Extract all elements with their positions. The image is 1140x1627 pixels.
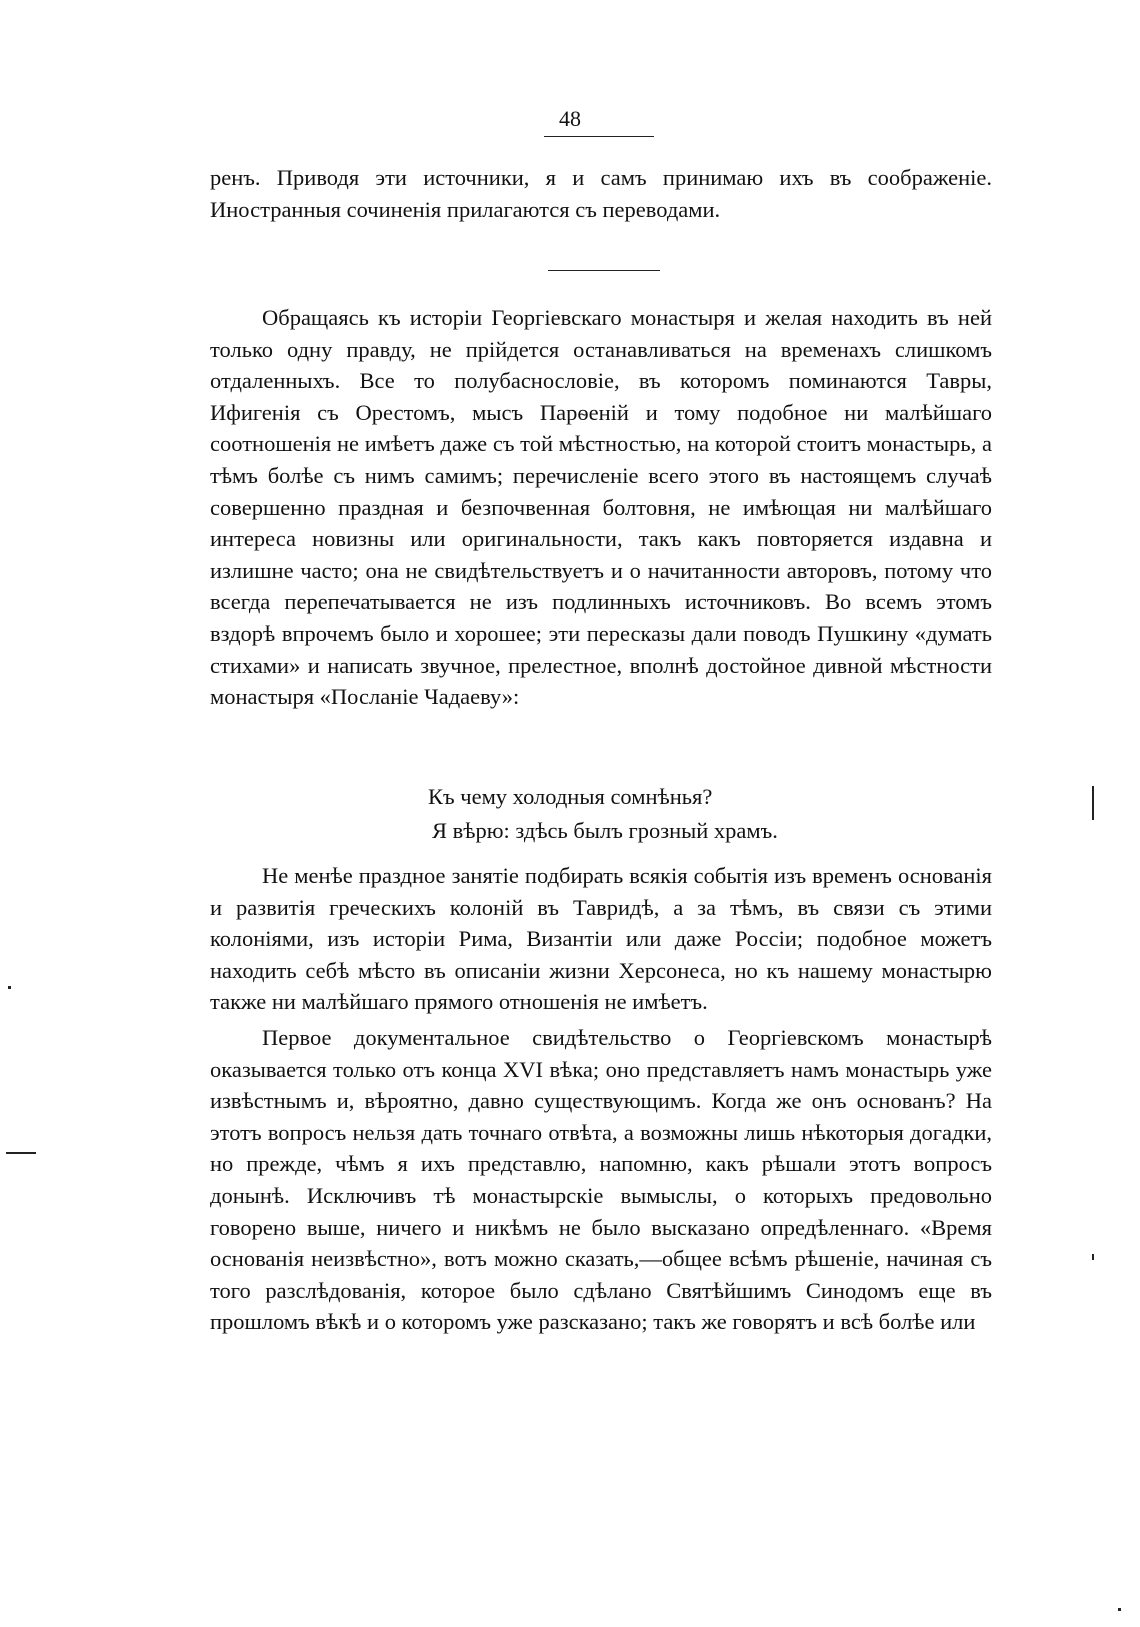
section-divider bbox=[548, 270, 660, 271]
main-text-first bbox=[210, 302, 992, 713]
verse-quote bbox=[0, 780, 1140, 848]
scan-mark bbox=[6, 1152, 36, 1154]
scan-mark bbox=[1118, 1608, 1121, 1611]
scan-mark bbox=[1092, 786, 1094, 820]
intro-text bbox=[210, 162, 992, 225]
intro-paragraph: ренъ. Приводя эти источники, я и самъ принимаю ихъ въ соображеніе. Иностранныя сочиненія прилагаются съ переводами. bbox=[210, 165, 992, 222]
page-number-rule bbox=[544, 136, 654, 137]
scan-mark bbox=[1092, 1254, 1094, 1260]
paragraph-1: Обращаясь къ исторіи Георгіевскаго монастыря и желая находить въ ней только одну правду, не прійдется останавливаться на временахъ слишкомъ отдаленныхъ. Все то полубаснословіе, въ которомъ поминаются Тавры, Ифигенія съ Орестомъ, мысъ Парѳеній и тому подобное ни малѣйшаго соотношенія не имѣетъ даже съ той мѣстностью, на которой стоитъ монастырь, а тѣмъ болѣе съ нимъ самимъ; перечисленіе всего этого въ настоящемъ случаѣ совершенно праздная и безпочвенная болтовня, не имѣющая ни малѣйшаго интереса новизны или оригинальности, такъ какъ повторяется издавна и излишне часто; она не свидѣтельствуетъ и о начитанности авторовъ, потому что всегда перепечатывается не изъ подлинныхъ источниковъ. Во всемъ этомъ вздорѣ впрочемъ было и хорошее; эти пересказы дали поводъ Пушкину «думать стихами» и написать звучное, прелестное, вполнѣ достойное дивной мѣстности монастыря «Посланіе Чадаеву»: bbox=[210, 305, 992, 710]
paragraph-2: Не менѣе праздное занятіе подбирать всякія событія изъ временъ основанія и развитія греческихъ колоній въ Тавридѣ, а за тѣмъ, въ связи съ этими колоніями, изъ исторіи Рима, Византіи или даже Россіи; подобное можетъ находить себѣ мѣсто въ описаніи жизни Херсонеса, но къ нашему монастырю также ни малѣйшаго прямого отношенія не имѣетъ. bbox=[210, 863, 992, 1015]
scan-mark bbox=[8, 986, 11, 989]
verse-line-2: Я вѣрю: здѣсь былъ грозный храмъ. bbox=[432, 818, 778, 843]
verse-line-1: Къ чему холодныя сомнѣнья? bbox=[428, 784, 713, 809]
main-text-second bbox=[210, 860, 992, 1338]
page-number: 48 bbox=[559, 106, 581, 131]
paragraph-3: Первое документальное свидѣтельство о Георгіевскомъ монастырѣ оказывается только отъ конца XVI вѣка; оно представляетъ намъ монастырь уже извѣстнымъ и, вѣроятно, давно существующимъ. Когда же онъ основанъ? На этотъ вопросъ нельзя дать точнаго отвѣта, а возможны лишь нѣкоторыя догадки, но прежде, чѣмъ я ихъ представлю, напомню, какъ рѣшали этотъ вопросъ донынѣ. Исключивъ тѣ монастырскіе вымыслы, о которыхъ предовольно говорено выше, ничего и никѣмъ не было высказано опредѣленнаго. «Время основанія неизвѣстно», вотъ можно сказать,—общее всѣмъ рѣшеніе, начиная съ того разслѣдованія, которое было сдѣлано Святѣйшимъ Синодомъ еще въ прошломъ вѣкѣ и о которомъ уже разсказано; такъ же говорятъ и всѣ болѣе или bbox=[210, 1024, 992, 1335]
